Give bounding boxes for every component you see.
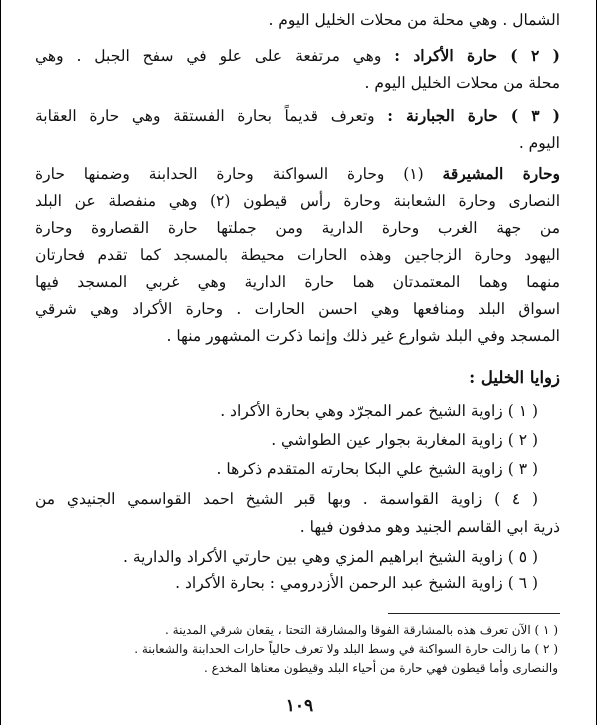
text-line: المسجد وفي البلد شوارع غير ذلك وإنما ذكرت المشهور منها .	[166, 327, 560, 345]
paragraph-label: ( ٢ ) حارة الأكراد :	[394, 46, 560, 65]
text-line: الشمال . وهي محلة من محلات الخليل اليوم .	[268, 11, 560, 29]
paragraph-label: وحارة المشيرقة	[442, 164, 561, 183]
text-line: من جهة الغرب وحارة الدارية ومن جملتها حارة القصاروة وحارة	[35, 219, 560, 237]
text-line: منهما وهما المعتمدتان هما حارة الدارية وهي غربي المسجد فيها	[35, 273, 560, 291]
footnote-continuation: والنصارى وأما قيطون فهي حارة من أحياء البلد وقيطون معناها المخدع .	[203, 661, 558, 675]
list-item: ( ٢ ) زاوية المغاربة بجوار عين الطواشي .	[271, 431, 538, 449]
footnote: ( ٢ ) ما زالت حارة السواكنة في وسط البلد ولا تعرف حالياً حارات الحدابنة والشعابنة .	[134, 642, 558, 656]
list-item: ( ٥ ) زاوية الشيخ ابراهيم المزي وهي بين حارتي الأكراد والدارية .	[123, 548, 538, 566]
text-line	[35, 164, 560, 184]
text-span: وهي مرتفعة على علو في سفح الجبل . وهي	[35, 47, 395, 65]
list-item: ( ٤ ) زاوية القواسمة . وبها قبر الشيخ احمد القواسمي الجنيدي من	[35, 490, 538, 508]
text-line	[35, 106, 560, 126]
page-number: ١٠٩	[285, 696, 314, 716]
text-span: وتعرف قديماً بحارة الفستقة وهي حارة العقابة	[35, 107, 388, 125]
text-span: (١) وحارة السواكنة وحارة الحدابنة وضمنها حارة	[35, 165, 443, 183]
text-line	[35, 46, 560, 66]
list-item: ( ٣ ) زاوية الشيخ علي البكا بحارته المتقدم ذكرها .	[216, 460, 538, 478]
text-line: اليهود وحارة الزجاجين وهذه الحارات محيطة بالمسجد كما تقدم فحارتان	[35, 246, 560, 264]
text-line: النصارى وحارة الشعابنة وحارة رأس قيطون (٢) وهي منفصلة عن البلد	[35, 192, 560, 210]
footnote: ( ١ ) الآن تعرف هذه بالمشارقة الفوقا والمشارقة التحتا ، يقعان شرقي المدينة .	[165, 623, 558, 637]
text-line: اسواق البلد ومنافعها وهي احسن الحارات . وحارة الأكراد وهي شرقي	[35, 300, 560, 318]
text-line: محلة من محلات الخليل اليوم .	[364, 74, 560, 92]
text-line: اليوم .	[518, 134, 560, 152]
footnote-rule	[388, 613, 560, 614]
paragraph-label: ( ٣ ) حارة الجبارنة :	[387, 106, 560, 125]
list-item: ( ١ ) زاوية الشيخ عمر المجرّد وهي بحارة الأكراد .	[220, 402, 538, 420]
list-item: ( ٦ ) زاوية الشيخ عبد الرحمن الأزدرومي : بحارة الأكراد .	[175, 574, 538, 592]
section-heading: زوايا الخليل :	[469, 368, 560, 387]
list-item-continuation: ذرية ابي القاسم الجنيد وهو مدفون فيها .	[299, 518, 560, 536]
